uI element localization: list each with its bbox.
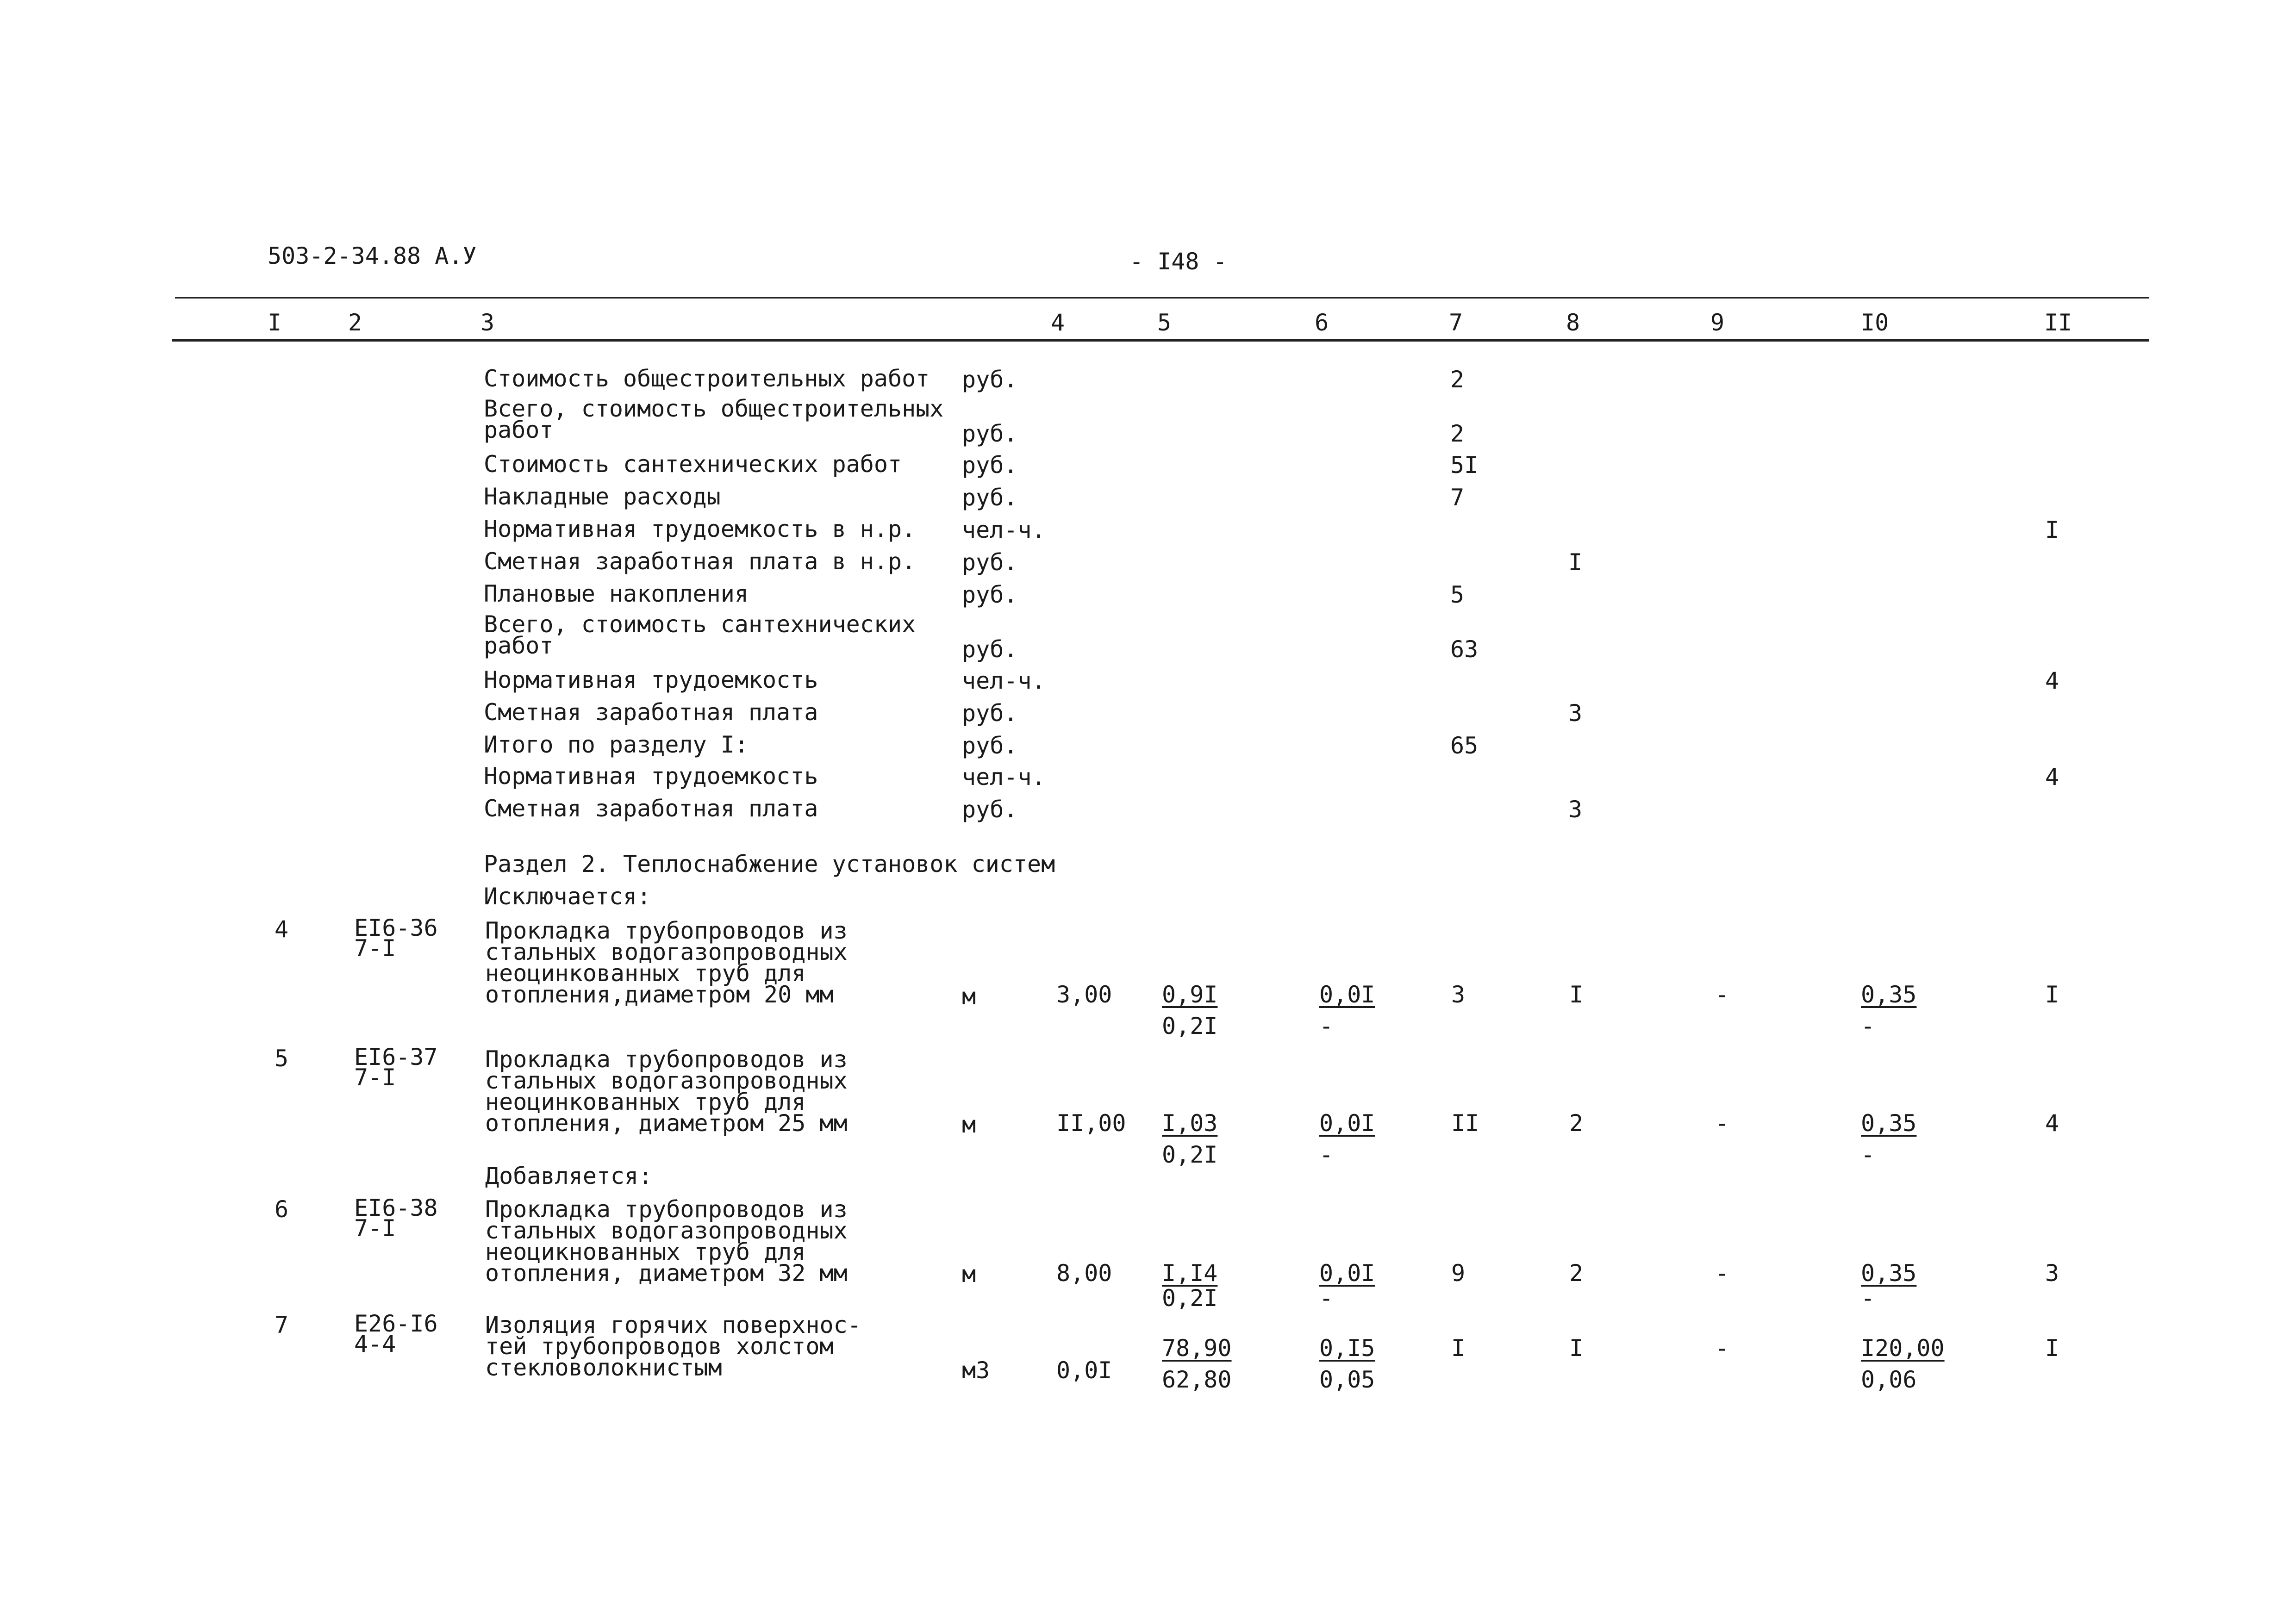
- item-unit: м: [962, 983, 976, 1010]
- summary-col8: I: [1568, 549, 1583, 576]
- item-col5-top: I,03: [1162, 1110, 1218, 1137]
- col-7-number: 7: [1449, 309, 1463, 336]
- item-col8: 2: [1569, 1110, 1584, 1137]
- item-col7: 9: [1451, 1260, 1466, 1287]
- summary-col11: 4: [2045, 667, 2059, 694]
- page-number: - I48 -: [1129, 248, 1227, 275]
- summary-label: Сметная заработная плата в н.р.: [484, 548, 916, 575]
- item-col6-bottom: 0,05: [1319, 1366, 1375, 1393]
- item-quantity: 8,00: [1056, 1260, 1112, 1287]
- col-5-number: 5: [1157, 309, 1172, 336]
- summary-label: Плановые накопления: [484, 580, 749, 607]
- summary-label: Всего, стоимость сантехнических работ: [484, 611, 916, 659]
- summary-unit: руб.: [962, 366, 1018, 393]
- item-col6-top: 0,I5: [1319, 1335, 1375, 1362]
- col-1-number: I: [268, 309, 282, 336]
- item-unit: м: [962, 1111, 976, 1138]
- summary-col7: 5: [1450, 581, 1465, 608]
- summary-unit: руб.: [962, 581, 1018, 608]
- col-10-number: I0: [1861, 309, 1889, 336]
- item-col9: -: [1715, 981, 1729, 1008]
- summary-unit: руб.: [962, 484, 1018, 511]
- item-quantity: 3,00: [1056, 981, 1112, 1008]
- item-col5-bottom: 0,2I: [1162, 1141, 1218, 1168]
- item-col6-bottom: -: [1319, 1141, 1334, 1168]
- item-col10-top: I20,00: [1861, 1335, 1945, 1362]
- summary-col8: 3: [1568, 796, 1583, 823]
- item-col10-top: 0,35: [1861, 981, 1917, 1008]
- item-col10-top: 0,35: [1861, 1110, 1917, 1137]
- item-code: EI6-37 7-I: [354, 1044, 438, 1091]
- item-col6-top: 0,0I: [1319, 1260, 1375, 1287]
- item-col10-bottom: -: [1861, 1285, 1875, 1312]
- item-col5-top: 78,90: [1162, 1335, 1232, 1362]
- summary-unit: чел-ч.: [962, 667, 1046, 694]
- summary-label: Нормативная трудоемкость: [484, 763, 818, 790]
- item-number: 6: [275, 1196, 289, 1223]
- item-col10-bottom: 0,06: [1861, 1366, 1917, 1393]
- col-6-number: 6: [1315, 309, 1329, 336]
- summary-unit: руб.: [962, 420, 1018, 447]
- col-3-number: 3: [480, 309, 495, 336]
- item-unit: м3: [962, 1357, 990, 1384]
- summary-unit: руб.: [962, 549, 1018, 576]
- summary-unit: руб.: [962, 732, 1018, 759]
- item-number: 5: [275, 1045, 289, 1072]
- item-col11: I: [2045, 981, 2059, 1008]
- summary-label: Стоимость сантехнических работ: [484, 451, 902, 478]
- excluded-label: Исключается:: [484, 883, 651, 910]
- summary-col8: 3: [1568, 700, 1583, 727]
- item-col6-bottom: -: [1319, 1285, 1334, 1312]
- summary-col7: 2: [1450, 366, 1465, 393]
- summary-col7: 65: [1450, 732, 1479, 759]
- summary-unit: руб.: [962, 700, 1018, 727]
- summary-label: Сметная заработная плата: [484, 795, 818, 822]
- item-col5-top: I,I4: [1162, 1260, 1218, 1287]
- summary-label: Нормативная трудоемкость в н.р.: [484, 516, 916, 542]
- item-col11: 3: [2045, 1260, 2059, 1287]
- item-code: EI6-38 7-I: [354, 1195, 438, 1242]
- item-col10-top: 0,35: [1861, 1260, 1917, 1287]
- summary-label: Сметная заработная плата: [484, 699, 818, 726]
- col-2-number: 2: [348, 309, 362, 336]
- item-number: 7: [275, 1312, 289, 1338]
- item-col5-top: 0,9I: [1162, 981, 1218, 1008]
- summary-unit: руб.: [962, 636, 1018, 663]
- summary-label: Стоимость общестроительных работ: [484, 365, 930, 392]
- summary-label: Итого по разделу I:: [484, 731, 749, 758]
- document-code: 503-2-34.88 А.У: [268, 243, 477, 269]
- summary-unit: руб.: [962, 452, 1018, 479]
- item-col7: I: [1451, 1335, 1466, 1362]
- item-col8: 2: [1569, 1260, 1584, 1287]
- item-col6-top: 0,0I: [1319, 1110, 1375, 1137]
- summary-col11: 4: [2045, 764, 2059, 790]
- col-11-number: II: [2044, 309, 2072, 336]
- item-col5-bottom: 0,2I: [1162, 1285, 1218, 1312]
- summary-unit: чел-ч.: [962, 516, 1046, 543]
- summary-label: Нормативная трудоемкость: [484, 666, 818, 693]
- header-bottom-rule: [172, 339, 2149, 342]
- item-col5-bottom: 62,80: [1162, 1366, 1232, 1393]
- item-col6-top: 0,0I: [1319, 981, 1375, 1008]
- summary-label: Накладные расходы: [484, 483, 721, 510]
- item-code: E26-I6 4-4: [354, 1310, 438, 1357]
- item-code: EI6-36 7-I: [354, 915, 438, 962]
- item-col8: I: [1569, 1335, 1584, 1362]
- col-9-number: 9: [1710, 309, 1725, 336]
- item-description: Изоляция горячих поверхнос- тей трубопроводов холстом стекловолокнистым: [485, 1312, 861, 1381]
- section-2-title: Раздел 2. Теплоснабжение установок систем: [484, 851, 1055, 877]
- item-quantity: 0,0I: [1056, 1357, 1112, 1384]
- item-col9: -: [1715, 1260, 1729, 1287]
- added-label: Добавляется:: [485, 1163, 653, 1189]
- item-col11: I: [2045, 1335, 2059, 1362]
- item-col11: 4: [2045, 1110, 2059, 1137]
- item-description: Прокладка трубопроводов из стальных водогазопроводных неоцинкованных труб для отопления, диаметром 25 мм: [485, 1046, 848, 1137]
- item-col7: 3: [1451, 981, 1466, 1008]
- summary-col11: I: [2045, 516, 2059, 543]
- summary-col7: 5I: [1450, 452, 1479, 479]
- col-8-number: 8: [1566, 309, 1580, 336]
- item-col9: -: [1715, 1335, 1729, 1362]
- summary-col7: 7: [1450, 484, 1465, 511]
- summary-unit: чел-ч.: [962, 764, 1046, 790]
- item-number: 4: [275, 916, 289, 943]
- summary-col7: 2: [1450, 420, 1465, 447]
- header-top-rule: [175, 297, 2149, 299]
- summary-col7: 63: [1450, 636, 1479, 663]
- item-description: Прокладка трубопроводов из стальных водогазопроводных неоцинкованных труб для отопления,диаметром 20 мм: [485, 917, 848, 1008]
- item-description: Прокладка трубопроводов из стальных водогазопроводных неоцикнованных труб для отопления, диаметром 32 мм: [485, 1196, 848, 1287]
- item-col10-bottom: -: [1861, 1013, 1875, 1039]
- summary-label: Всего, стоимость общестроительных работ: [484, 395, 944, 443]
- item-col7: II: [1451, 1110, 1479, 1137]
- item-col5-bottom: 0,2I: [1162, 1013, 1218, 1039]
- summary-unit: руб.: [962, 796, 1018, 823]
- item-col6-bottom: -: [1319, 1013, 1334, 1039]
- col-4-number: 4: [1051, 309, 1065, 336]
- item-quantity: II,00: [1056, 1110, 1126, 1137]
- item-col8: I: [1569, 981, 1584, 1008]
- item-col9: -: [1715, 1110, 1729, 1137]
- item-unit: м: [962, 1261, 976, 1288]
- item-col10-bottom: -: [1861, 1141, 1875, 1168]
